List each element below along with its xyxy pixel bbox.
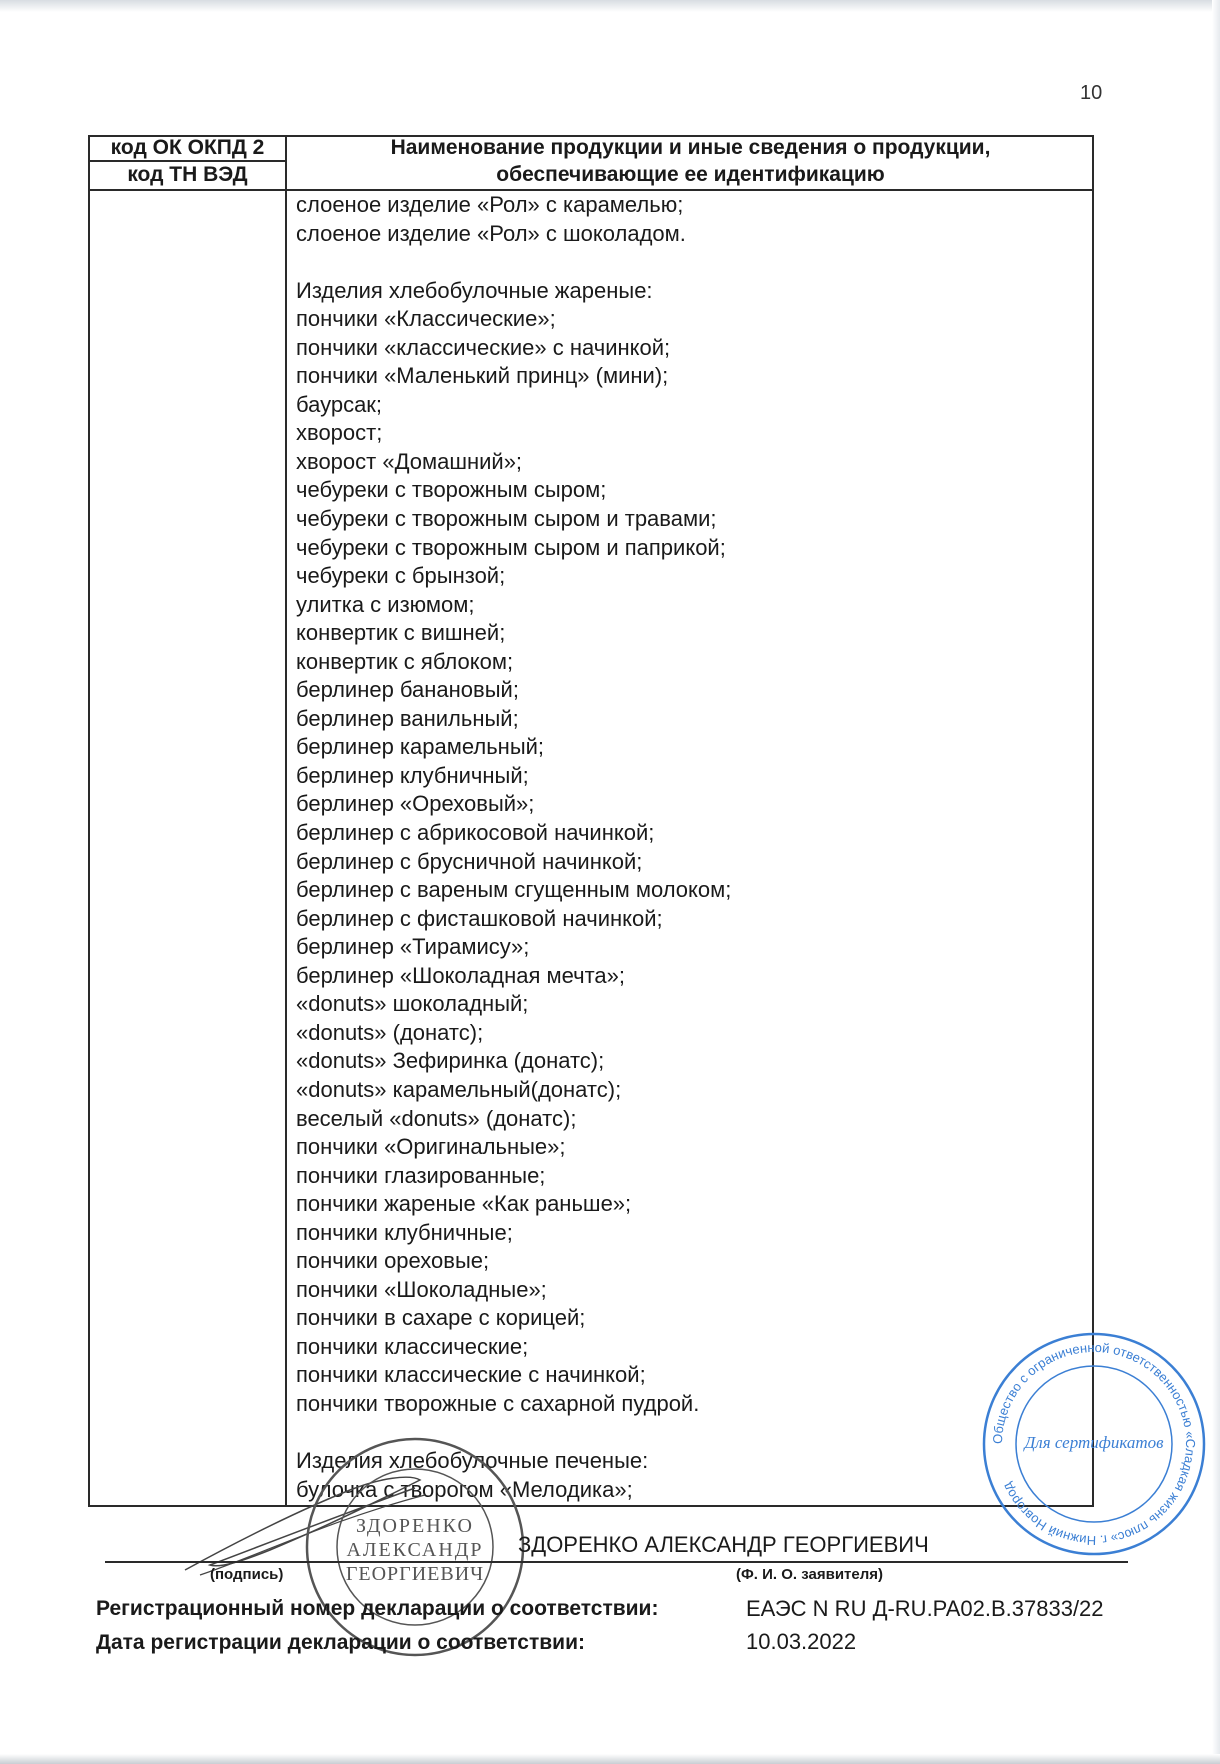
- list-item: слоеное изделие «Рол» с шоколадом.: [296, 220, 686, 246]
- list-item: «donuts» Зефиринка (донатс);: [296, 1048, 605, 1074]
- list-item: берлинер «Ореховый»;: [296, 791, 535, 817]
- list-item: «donuts» (донатс);: [296, 1019, 484, 1045]
- registration-date-label: Дата регистрации декларации о соответствии:: [96, 1631, 585, 1654]
- registration-date-value: 10.03.2022: [746, 1629, 857, 1654]
- list-item: пончики «классические» с начинкой;: [296, 334, 671, 360]
- table-column-divider: [285, 135, 287, 1507]
- list-item: баурсак;: [296, 391, 383, 417]
- list-item: чебуреки с творожным сыром и паприкой;: [296, 534, 726, 560]
- scan-edge-top: [0, 0, 1220, 12]
- list-item: чебуреки с брынзой;: [296, 563, 506, 589]
- list-item: пончики творожные с сахарной пудрой.: [296, 1390, 700, 1416]
- signature-line: [105, 1561, 1128, 1563]
- list-item: пончики глазированные;: [296, 1162, 546, 1188]
- list-item: берлинер «Тирамису»;: [296, 934, 530, 960]
- list-item: берлинер с брусничной начинкой;: [296, 848, 643, 874]
- registration-number-label: Регистрационный номер декларации о соответствии:: [96, 1597, 659, 1620]
- header-product-name-line-1: Наименование продукции и иные сведения о продукции,: [390, 136, 991, 159]
- blank-line: [296, 248, 1076, 277]
- personal-seal-name-3: ГЕОРГИЕВИЧ: [345, 1563, 485, 1585]
- list-item: слоеное изделие «Рол» с карамелью;: [296, 192, 684, 217]
- scan-edge-right: [1212, 0, 1220, 1764]
- personal-seal: [300, 1432, 530, 1662]
- list-item: берлинер «Шоколадная мечта»;: [296, 962, 626, 988]
- list-item: берлинер ванильный;: [296, 705, 519, 731]
- page-number: 10: [1080, 82, 1103, 104]
- list-item: пончики «Шоколадные»;: [296, 1276, 547, 1302]
- header-product-name-line-2: обеспечивающие ее идентификацию: [496, 163, 885, 186]
- list-item: хворост «Домашний»;: [296, 448, 523, 474]
- list-item: веселый «donuts» (донатс);: [296, 1105, 577, 1131]
- list-item: пончики клубничные;: [296, 1219, 513, 1245]
- list-item: пончики «Маленький принц» (мини);: [296, 363, 669, 389]
- list-item: берлинер с абрикосовой начинкой;: [296, 820, 655, 846]
- list-item: Изделия хлебобулочные жареные:: [296, 277, 653, 303]
- list-item: пончики жареные «Как раньше»;: [296, 1191, 632, 1217]
- registration-number-value: ЕАЭС N RU Д-RU.PA02.B.37833/22: [746, 1596, 1104, 1621]
- scan-edge-bottom: [0, 1754, 1220, 1764]
- list-item: пончики «Классические»;: [296, 306, 556, 332]
- list-item: берлинер клубничный;: [296, 762, 529, 788]
- list-item: берлинер с фисташковой начинкой;: [296, 905, 663, 931]
- personal-seal-name-1: ЗДОРЕНКО: [356, 1515, 474, 1537]
- list-item: хворост;: [296, 420, 383, 446]
- list-item: пончики классические;: [296, 1333, 529, 1359]
- list-item: «donuts» карамельный(донатс);: [296, 1076, 622, 1102]
- list-item: берлинер карамельный;: [296, 734, 545, 760]
- list-item: пончики классические с начинкой;: [296, 1362, 646, 1388]
- applicant-name: ЗДОРЕНКО АЛЕКСАНДР ГЕОРГИЕВИЧ: [518, 1532, 929, 1557]
- name-caption: (Ф. И. О. заявителя): [736, 1566, 884, 1583]
- list-item: чебуреки с творожным сыром;: [296, 477, 607, 503]
- list-item: пончики ореховые;: [296, 1248, 490, 1274]
- list-item: пончики в сахаре с корицей;: [296, 1305, 586, 1331]
- list-item: берлинер с вареным сгущенным молоком;: [296, 877, 732, 903]
- list-item: чебуреки с творожным сыром и травами;: [296, 506, 717, 532]
- company-seal-center-text: Для сертификатов: [1024, 1433, 1164, 1452]
- list-item: Изделия хлебобулочные печеные:: [296, 1448, 649, 1474]
- company-seal: [980, 1330, 1208, 1558]
- signature-caption: (подпись): [210, 1566, 284, 1583]
- header-code-divider: [88, 160, 285, 162]
- list-item: пончики «Оригинальные»;: [296, 1134, 566, 1160]
- product-list: [296, 191, 1076, 1504]
- list-item: берлинер банановый;: [296, 677, 519, 703]
- list-item: конвертик с вишней;: [296, 620, 506, 646]
- list-item: конвертик с яблоком;: [296, 648, 514, 674]
- list-item: булочка с творогом «Мелодика»;: [296, 1476, 633, 1502]
- header-tnved-code: код ТН ВЭД: [127, 163, 248, 186]
- company-seal-ring-text: Общество с ограниченной ответственностью «Сладкая жизнь плюс» г. Нижний Новгород: [989, 1339, 1199, 1549]
- list-item: улитка с изюмом;: [296, 591, 475, 617]
- list-item: «donuts» шоколадный;: [296, 991, 529, 1017]
- header-okpd-code: код ОК ОКПД 2: [110, 136, 265, 159]
- personal-seal-name-2: АЛЕКСАНДР: [346, 1539, 484, 1561]
